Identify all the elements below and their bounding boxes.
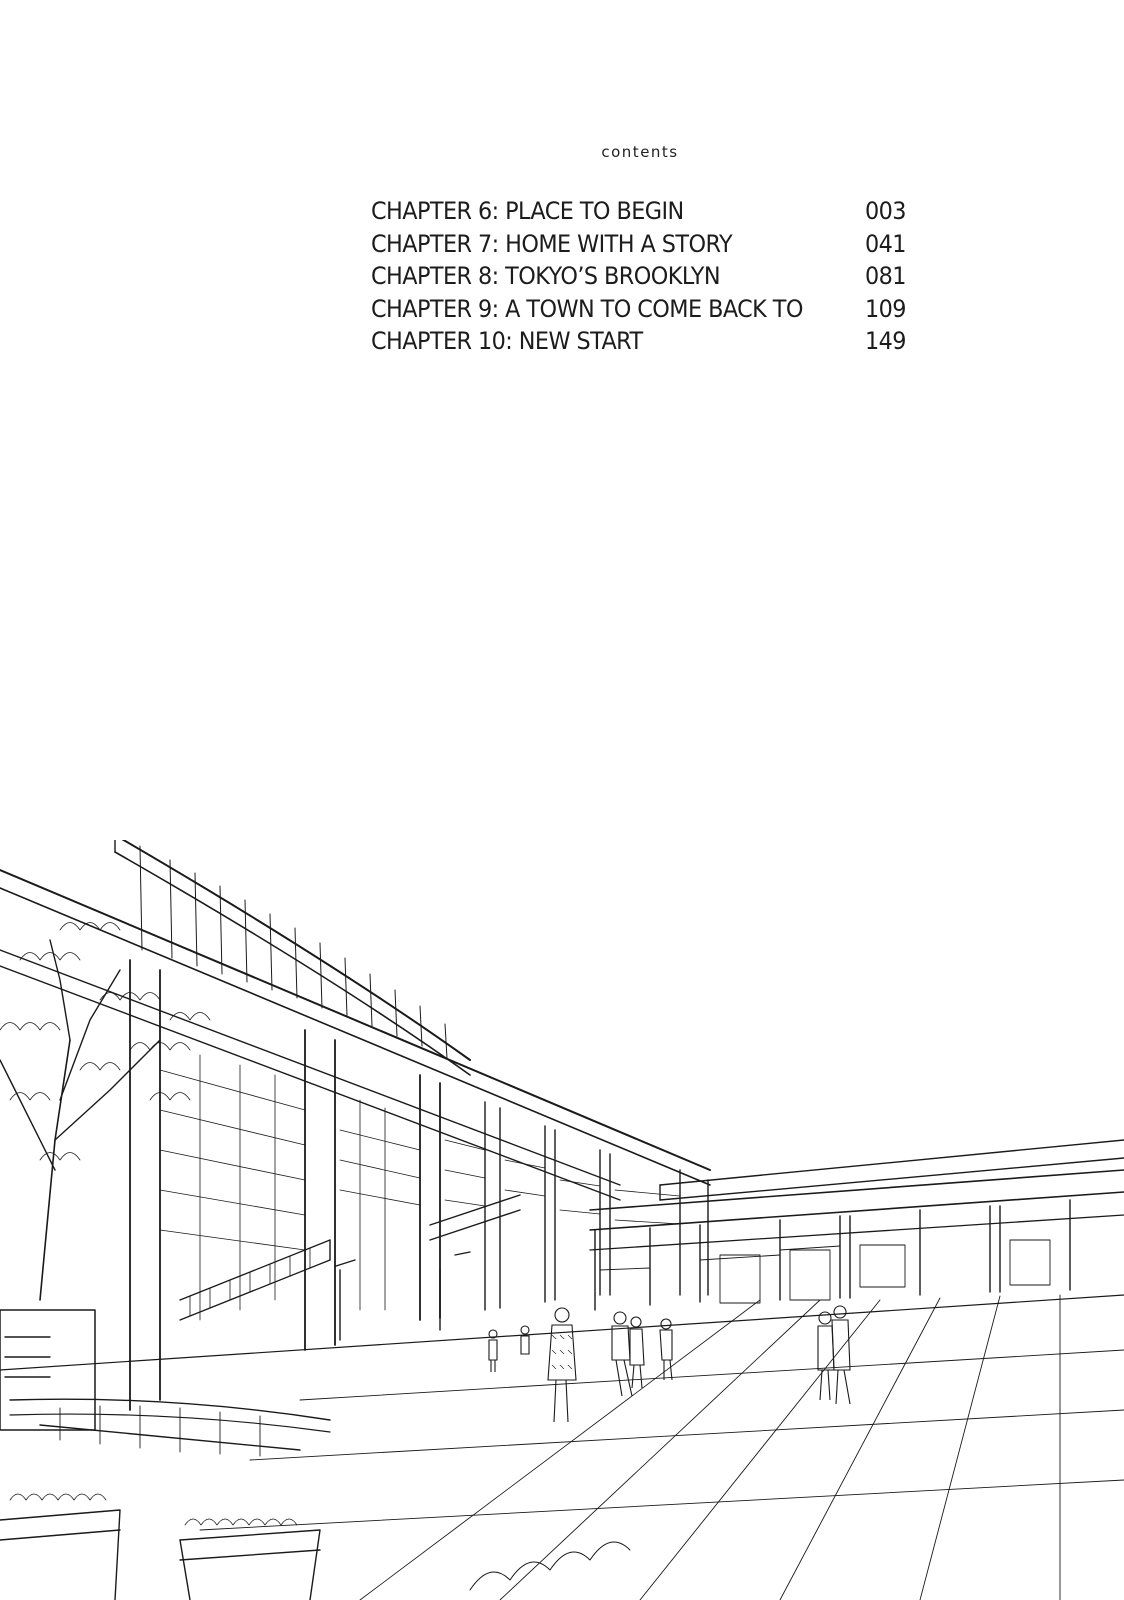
toc-page-number: 041 [865, 229, 906, 258]
toc-page-number: 109 [865, 294, 906, 323]
toc-page-number: 003 [865, 197, 906, 225]
toc-page-number: 149 [865, 327, 906, 355]
station-plaza-illustration [0, 840, 1124, 1600]
toc-row-chapter-10[interactable] [371, 327, 911, 360]
contents-heading: contents [601, 143, 679, 161]
table-of-contents [371, 197, 911, 360]
toc-chapter-title: CHAPTER 10: NEW START [371, 327, 643, 355]
illustration-svg [0, 840, 1124, 1600]
toc-chapter-title: CHAPTER 6: PLACE TO BEGIN [371, 197, 684, 225]
toc-chapter-title: CHAPTER 7: HOME WITH A STORY [371, 229, 733, 258]
toc-row-chapter-6[interactable] [371, 197, 911, 230]
toc-chapter-title: CHAPTER 9: A TOWN TO COME BACK TO [371, 294, 803, 323]
toc-row-chapter-7[interactable] [371, 230, 911, 263]
toc-row-chapter-8[interactable] [371, 262, 911, 295]
toc-row-chapter-9[interactable] [371, 295, 911, 328]
toc-page-number: 081 [865, 262, 906, 290]
toc-chapter-title: CHAPTER 8: TOKYO’S BROOKLYN [371, 262, 720, 290]
